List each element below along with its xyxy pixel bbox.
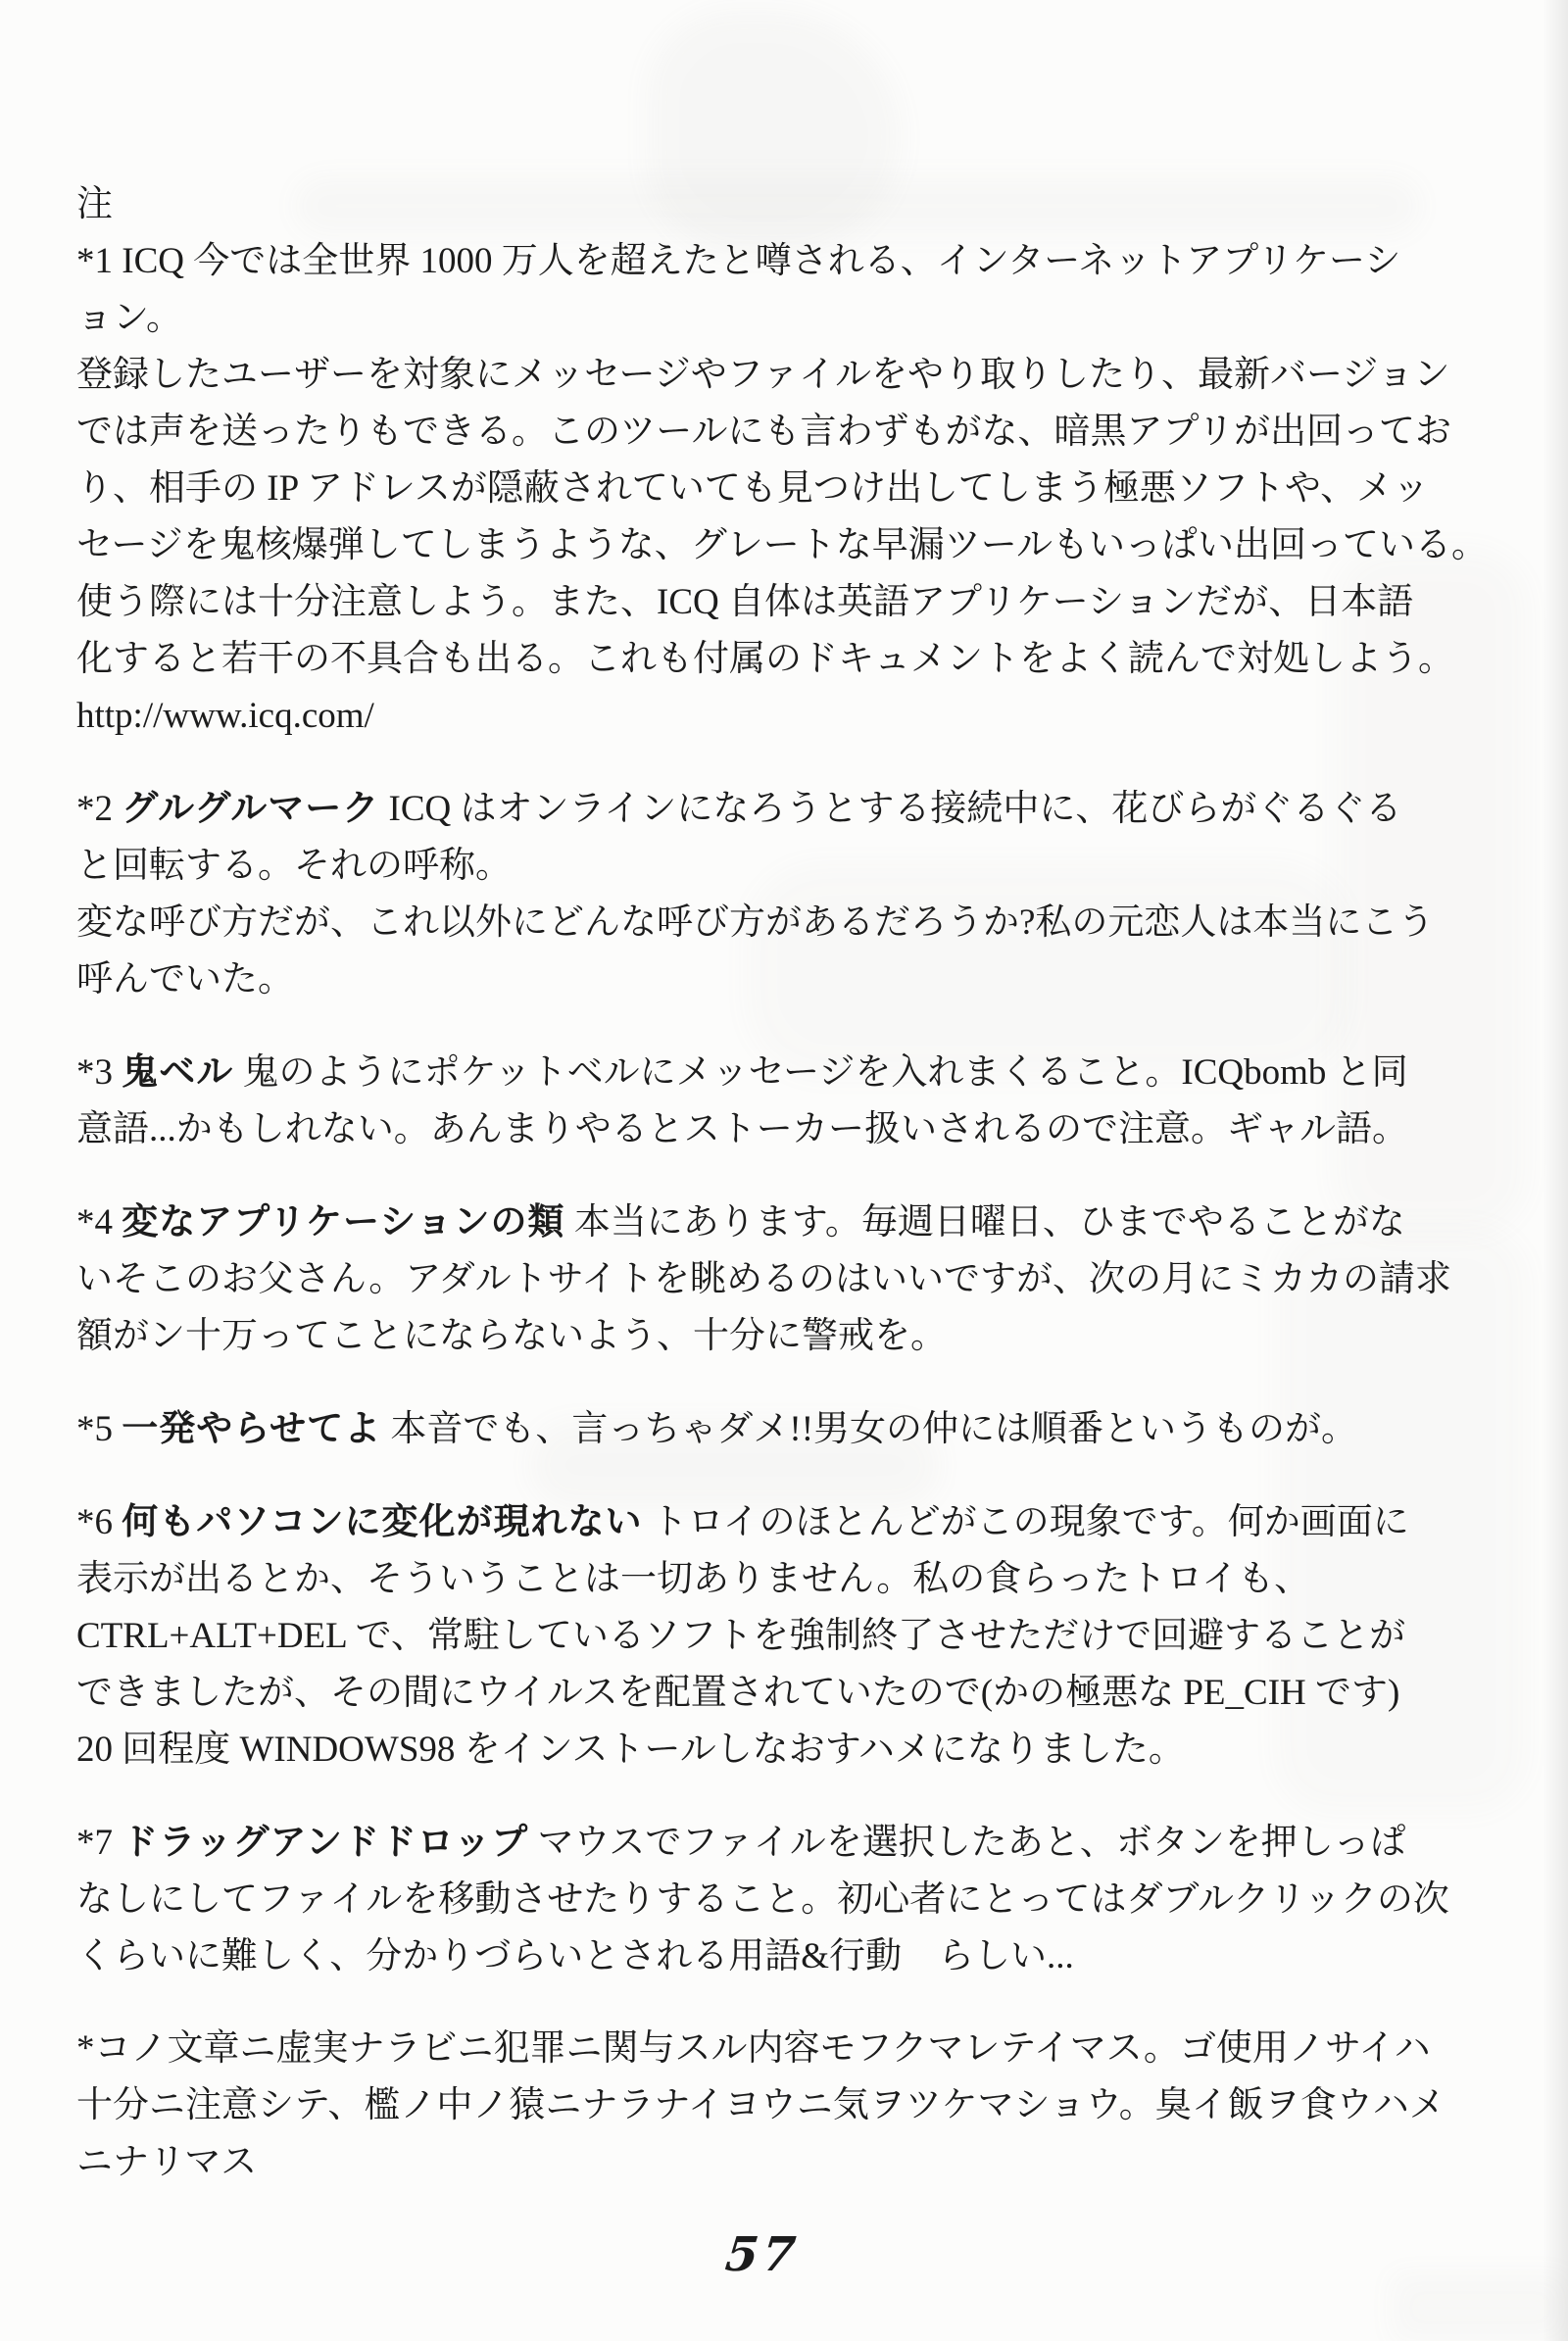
- text-segment: いそこのお父さん。アダルトサイトを眺めるのはいいですが、次の月にミカカの請求: [76, 1259, 1452, 1299]
- text-segment: ニナリマス: [76, 2142, 258, 2182]
- text-segment: マウスでファイルを選択したあと、ボタンを押しっぱ: [528, 1823, 1406, 1863]
- footnote-2-guruguru-mark: [76, 780, 1448, 1008]
- text-line: [76, 233, 1448, 290]
- text-line: [76, 895, 1448, 951]
- text-line: [76, 404, 1452, 461]
- text-segment: 意語...かもしれない。あんまりやるとストーカー扱いされるので注意。ギャル語。: [76, 1109, 1409, 1149]
- text-line: [76, 347, 1448, 404]
- text-line: [76, 1608, 1448, 1665]
- text-segment: セージを鬼核爆弾してしまうような、グレートな早漏ツールもいっぱい出回っている。: [76, 525, 1489, 565]
- text-line: [76, 1101, 1448, 1158]
- footnotes: [76, 233, 1489, 2191]
- text-segment: http://www.icq.com/: [76, 696, 374, 736]
- text-segment: 呼んでいた。: [76, 959, 294, 1000]
- text-segment: 額がン十万ってことにならないよう、十分に警戒を。: [76, 1316, 947, 1356]
- text-segment: 十分ニ注意シテ、檻ノ中ノ猿ニナラナイヨウニ気ヲツケマショウ。臭イ飯ヲ食ウハメ: [76, 2085, 1446, 2125]
- scan-edge-shadow: [1543, 0, 1568, 2341]
- text-segment: *6: [76, 1502, 122, 1542]
- text-line: [76, 461, 1448, 517]
- text-line: [76, 951, 1448, 1008]
- text-segment: 登録したユーザーを対象にメッセージやファイルをやり取りしたり、最新バージョン: [76, 355, 1450, 395]
- footnote-7-drag-and-drop: [76, 1814, 1448, 1985]
- text-line: [76, 517, 1489, 574]
- text-line: [76, 1551, 1448, 1608]
- text-line: [76, 688, 1448, 745]
- text-line: [76, 2134, 1448, 2191]
- text-segment: 本当にあります。毎週日曜日、ひまでやることがな: [564, 1202, 1405, 1243]
- text-segment: 使う際には十分注意しよう。また、ICQ 自体は英語アプリケーションだが、日本語: [76, 582, 1414, 622]
- page-number: 57: [722, 2227, 803, 2282]
- footnote-5-ippatsu: [76, 1400, 1448, 1458]
- text-line: [76, 1814, 1448, 1872]
- text-segment: 変な呼び方だが、これ以外にどんな呼び方があるだろうか?私の元恋人は本当にこう: [76, 902, 1435, 943]
- footnote-3-oni-bell: [76, 1044, 1448, 1158]
- text-segment: 本音でも、言っちゃダメ!!男女の仲には順番というものが。: [381, 1409, 1358, 1449]
- text-segment: トロイのほとんどがこの現象です。何か画面に: [642, 1502, 1409, 1542]
- text-line: [76, 574, 1448, 631]
- text-line: [76, 1493, 1448, 1551]
- text-segment: *3: [76, 1052, 122, 1093]
- text-line: [76, 838, 1448, 895]
- text-segment: ICQ はオンラインになろうとする接続中に、花びらがぐるぐる: [379, 789, 1402, 829]
- text-segment: 鬼のようにポケットベルにメッセージを入れまくること。ICQbomb と同: [233, 1052, 1408, 1093]
- text-segment: CTRL+ALT+DEL で、常駐しているソフトを強制終了させただけで回避することが: [76, 1616, 1406, 1656]
- text-segment: ョン。: [76, 298, 183, 338]
- text-segment: *1 ICQ 今では全世界 1000 万人を超えたと噂される、インターネットアプリケーシ: [76, 241, 1401, 281]
- scan-smudge-artifact: [1392, 2273, 1568, 2341]
- text-segment: *4: [76, 1202, 122, 1243]
- footnote-4-strange-applications: [76, 1194, 1452, 1365]
- text-line: [76, 780, 1448, 838]
- text-line: [76, 2077, 1448, 2134]
- text-segment: *5: [76, 1409, 122, 1449]
- text-line: [76, 1194, 1448, 1251]
- footnote-term: 何もパソコンに変化が現れない: [122, 1501, 643, 1541]
- footnote-term: グルグルマーク: [122, 788, 380, 828]
- text-segment: できましたが、その間にウイルスを配置されていたので(かの極悪な PE_CIH です): [76, 1673, 1400, 1713]
- text-line: [76, 290, 1448, 347]
- text-line: [76, 1722, 1448, 1779]
- text-segment: *7: [76, 1823, 122, 1863]
- text-line: [76, 1872, 1448, 1928]
- text-line: [76, 1400, 1448, 1458]
- footnote-term: 変なアプリケーションの類: [122, 1201, 565, 1242]
- text-segment: くらいに難しく、分かりづらいとされる用語&行動 らしい...: [76, 1936, 1074, 1976]
- footnote-1-icq: [76, 233, 1489, 745]
- footnotes-content: [76, 176, 1489, 2283]
- notes-header: 注: [76, 184, 113, 224]
- disclaimer-katakana: [76, 2021, 1448, 2191]
- text-segment: *コノ文章ニ虚実ナラビニ犯罪ニ関与スル内容モフクマレテイマス。ゴ使用ノサイハ: [76, 2028, 1431, 2069]
- footnote-term: 一発やらせてよ: [122, 1408, 382, 1448]
- footnote-term: ドラッグアンドドロップ: [122, 1822, 529, 1862]
- text-segment: と回転する。それの呼称。: [76, 846, 512, 886]
- footnote-6-no-change-on-pc: [76, 1493, 1448, 1779]
- text-segment: 化すると若干の不具合も出る。これも付属のドキュメントをよく読んで対処しよう。: [76, 639, 1454, 679]
- text-segment: 表示が出るとか、そういうことは一切ありません。私の食らったトロイも、: [76, 1559, 1311, 1599]
- text-line: [76, 1308, 1448, 1365]
- text-line: [76, 1044, 1448, 1101]
- text-line: [76, 1251, 1452, 1308]
- text-segment: なしにしてファイルを移動させたりすること。初心者にとってはダブルクリックの次: [76, 1879, 1449, 1920]
- text-segment: 20 回程度 WINDOWS98 をインストールしなおすハメになりました。: [76, 1730, 1185, 1770]
- text-line: [76, 2021, 1448, 2077]
- text-segment: り、相手の IP アドレスが隠蔽されていても見つけ出してしまう極悪ソフトや、メッ: [76, 468, 1430, 509]
- footnote-term: 鬼ベル: [122, 1051, 234, 1092]
- text-segment: では声を送ったりもできる。このツールにも言わずもがな、暗黒アプリが出回ってお: [76, 412, 1452, 452]
- text-line: [76, 1665, 1448, 1722]
- text-segment: *2: [76, 789, 122, 829]
- text-line: [76, 631, 1454, 688]
- text-line: [76, 1928, 1448, 1985]
